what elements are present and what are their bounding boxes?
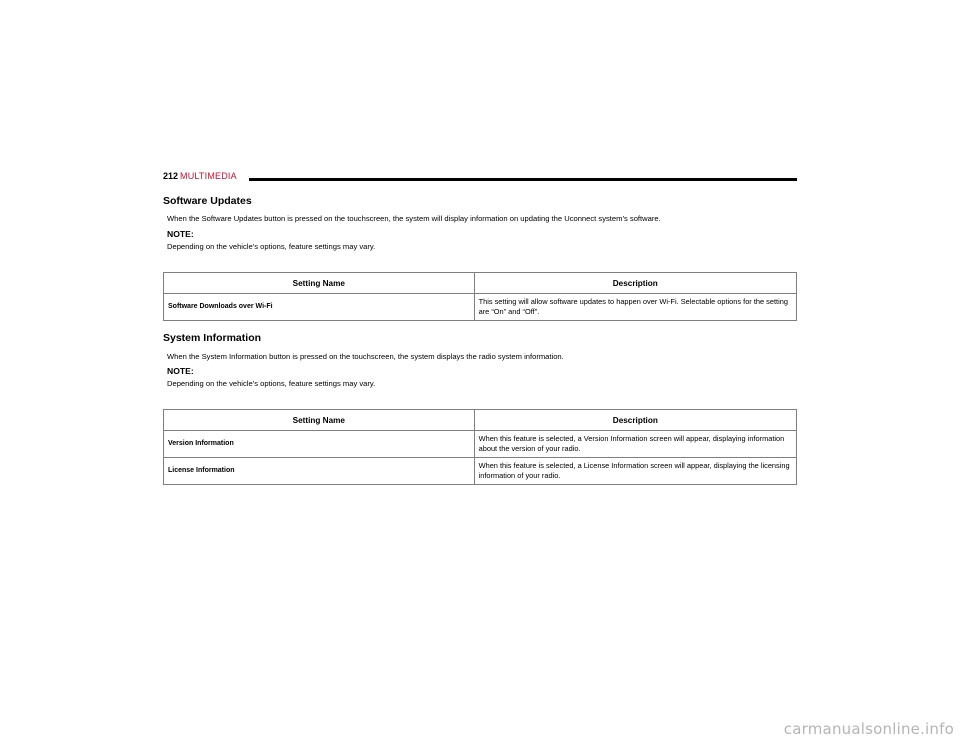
system-information-note-text: Depending on the vehicle’s options, feature settings may vary. [167,379,376,388]
column-header-description: Description [474,410,796,431]
section-title-software-updates: Software Updates [163,195,252,207]
system-information-note-label: NOTE: [167,366,194,376]
setting-name-cell: Version Information [164,431,475,458]
table-row [164,458,797,485]
software-updates-table [163,272,797,321]
chapter-name: MULTIMEDIA [180,171,237,181]
column-header-setting-name: Setting Name [164,410,475,431]
header-rule [249,178,797,181]
setting-description-cell: This setting will allow software updates to happen over Wi-Fi. Selectable options for the setting are “On” and “Off”. [474,294,796,321]
watermark: carmanualsonline.info [783,720,954,738]
software-updates-note-text: Depending on the vehicle’s options, feature settings may vary. [167,242,376,251]
table-row [164,431,797,458]
system-information-intro: When the System Information button is pressed on the touchscreen, the system displays the radio system information. [167,352,564,361]
page-number: 212 [163,171,179,181]
setting-name-cell: License Information [164,458,475,485]
software-updates-note-label: NOTE: [167,229,194,239]
column-header-setting-name: Setting Name [164,273,475,294]
section-title-system-information: System Information [163,332,262,344]
table-row [164,294,797,321]
system-information-table [163,409,797,485]
setting-description-cell: When this feature is selected, a Version Information screen will appear, displaying information about the version of your radio. [474,431,796,458]
setting-description-cell: When this feature is selected, a License Information screen will appear, displaying the licensing information of your radio. [474,458,796,485]
setting-name-cell: Software Downloads over Wi-Fi [164,294,475,321]
page-header [163,171,797,187]
column-header-description: Description [474,273,796,294]
software-updates-intro: When the Software Updates button is pressed on the touchscreen, the system will display information on updating the Uconnect system’s software. [167,214,661,223]
